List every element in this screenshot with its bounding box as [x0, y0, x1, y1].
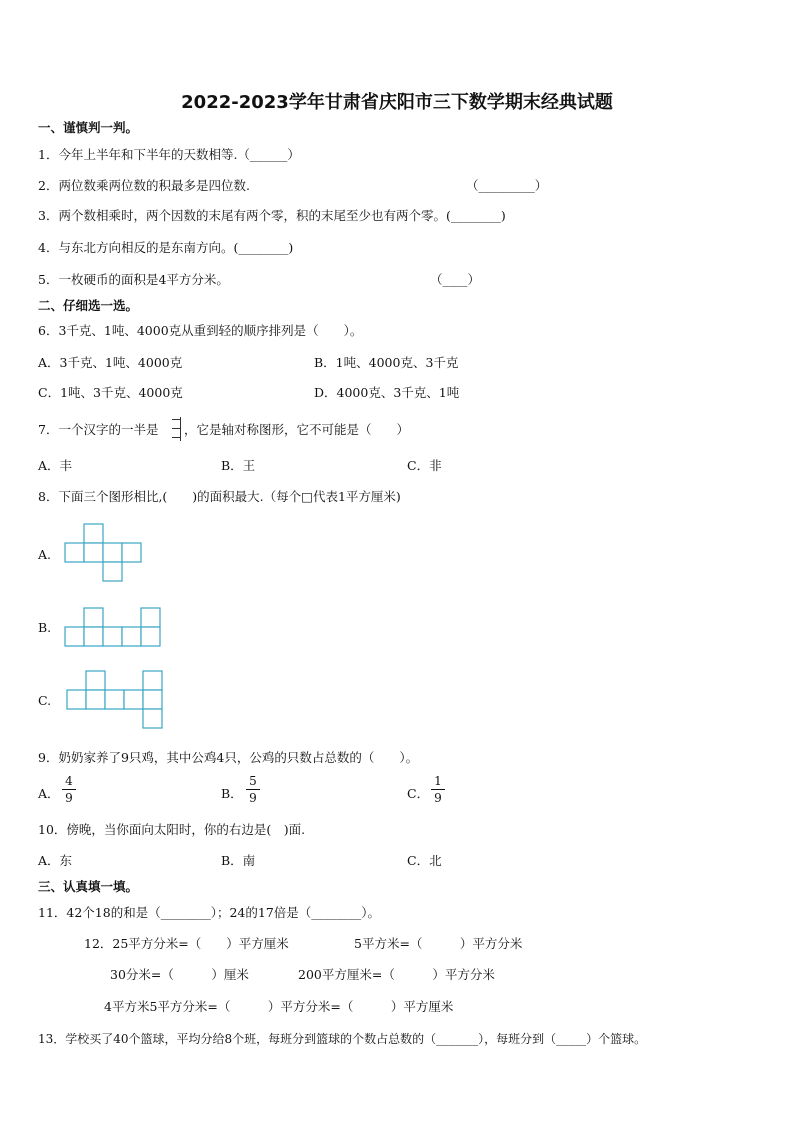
section-2-heading: 二、仔细选一选。 — [38, 298, 139, 313]
q9-option-c-label: C． — [407, 786, 430, 801]
q8-label-a: A. — [38, 547, 52, 562]
question-1: 1．今年上半年和下半年的天数相等.（______） — [38, 147, 300, 162]
question-7-part-2: ，它是轴对称图形，它不可能是（ ） — [184, 422, 410, 437]
question-8: 8．下面三个图形相比,( )的面积最大.（每个□代表1平方厘米) — [38, 489, 401, 504]
q8-figure-a — [64, 523, 144, 583]
q8-label-b: B. — [38, 620, 52, 635]
section-1-heading: 一、谨慎判一判。 — [38, 120, 139, 135]
q8-figure-c — [66, 670, 166, 730]
question-7-part-1: 7．一个汉字的一半是 — [38, 422, 159, 437]
q9-option-c-fraction: 1 9 — [431, 774, 445, 805]
question-5: 5．一枚硬币的面积是4平方分米。 — [38, 272, 229, 287]
q6-option-d: D．4000克、3千克、1吨 — [314, 385, 460, 400]
question-10: 10．傍晚，当你面向太阳时，你的右边是( )面. — [38, 822, 306, 837]
q7-option-c: C．非 — [407, 458, 442, 473]
question-5-blank: （____） — [430, 272, 481, 287]
question-4: 4．与东北方向相反的是东南方向。(________) — [38, 240, 294, 255]
section-3-heading: 三、认真填一填。 — [38, 879, 139, 894]
q6-option-a: A．3千克、1吨、4000克 — [38, 355, 183, 370]
q6-option-c: C．1吨、3千克、4000克 — [38, 385, 183, 400]
q10-option-a: A．东 — [38, 853, 73, 868]
question-11: 11．42个18的和是（________）；24的17倍是（________）。 — [38, 905, 381, 920]
question-12-row-2b: 200平方厘米=（ ）平方分米 — [298, 967, 495, 982]
q7-option-b: B．王 — [221, 458, 256, 473]
question-2: 2．两位数乘两位数的积最多是四位数. — [38, 178, 250, 193]
q10-option-c: C．北 — [407, 853, 442, 868]
question-9: 9．奶奶家养了9只鸡，其中公鸡4只，公鸡的只数占总数的（ ）。 — [38, 750, 419, 765]
half-character-glyph — [172, 417, 180, 441]
question-12-row-2a: 30分米=（ ）厘米 — [110, 967, 249, 982]
page-title: 2022-2023学年甘肃省庆阳市三下数学期末经典试题 — [181, 92, 613, 113]
q9-option-a-fraction: 4 9 — [62, 774, 76, 805]
question-6: 6．3千克、1吨、4000克从重到轻的顺序排列是（ ）。 — [38, 323, 363, 338]
question-3: 3．两个数相乘时，两个因数的末尾有两个零，积的末尾至少也有两个零。(________) — [38, 208, 506, 223]
q9-option-b-fraction: 5 9 — [246, 774, 260, 805]
question-12-row-1a: 12．25平方分米=（ ）平方厘米 — [84, 936, 289, 951]
question-13: 13．学校买了40个篮球，平均分给8个班，每班分到篮球的个数占总数的（_______），每班分到（_____）个篮球。 — [38, 1032, 647, 1046]
q9-option-b-label: B． — [221, 786, 243, 801]
q10-option-b: B．南 — [221, 853, 256, 868]
question-12-row-3: 4平方米5平方分米=（ ）平方分米=（ ）平方厘米 — [104, 999, 454, 1014]
q8-label-c: C. — [38, 693, 52, 708]
q7-option-a: A．丰 — [38, 458, 73, 473]
question-2-blank: （_________） — [466, 178, 548, 193]
question-12-row-1b: 5平方米=（ ）平方分米 — [354, 936, 523, 951]
q8-figure-b — [64, 607, 164, 649]
q9-option-a-label: A． — [38, 786, 60, 801]
q6-option-b: B．1吨、4000克、3千克 — [314, 355, 459, 370]
